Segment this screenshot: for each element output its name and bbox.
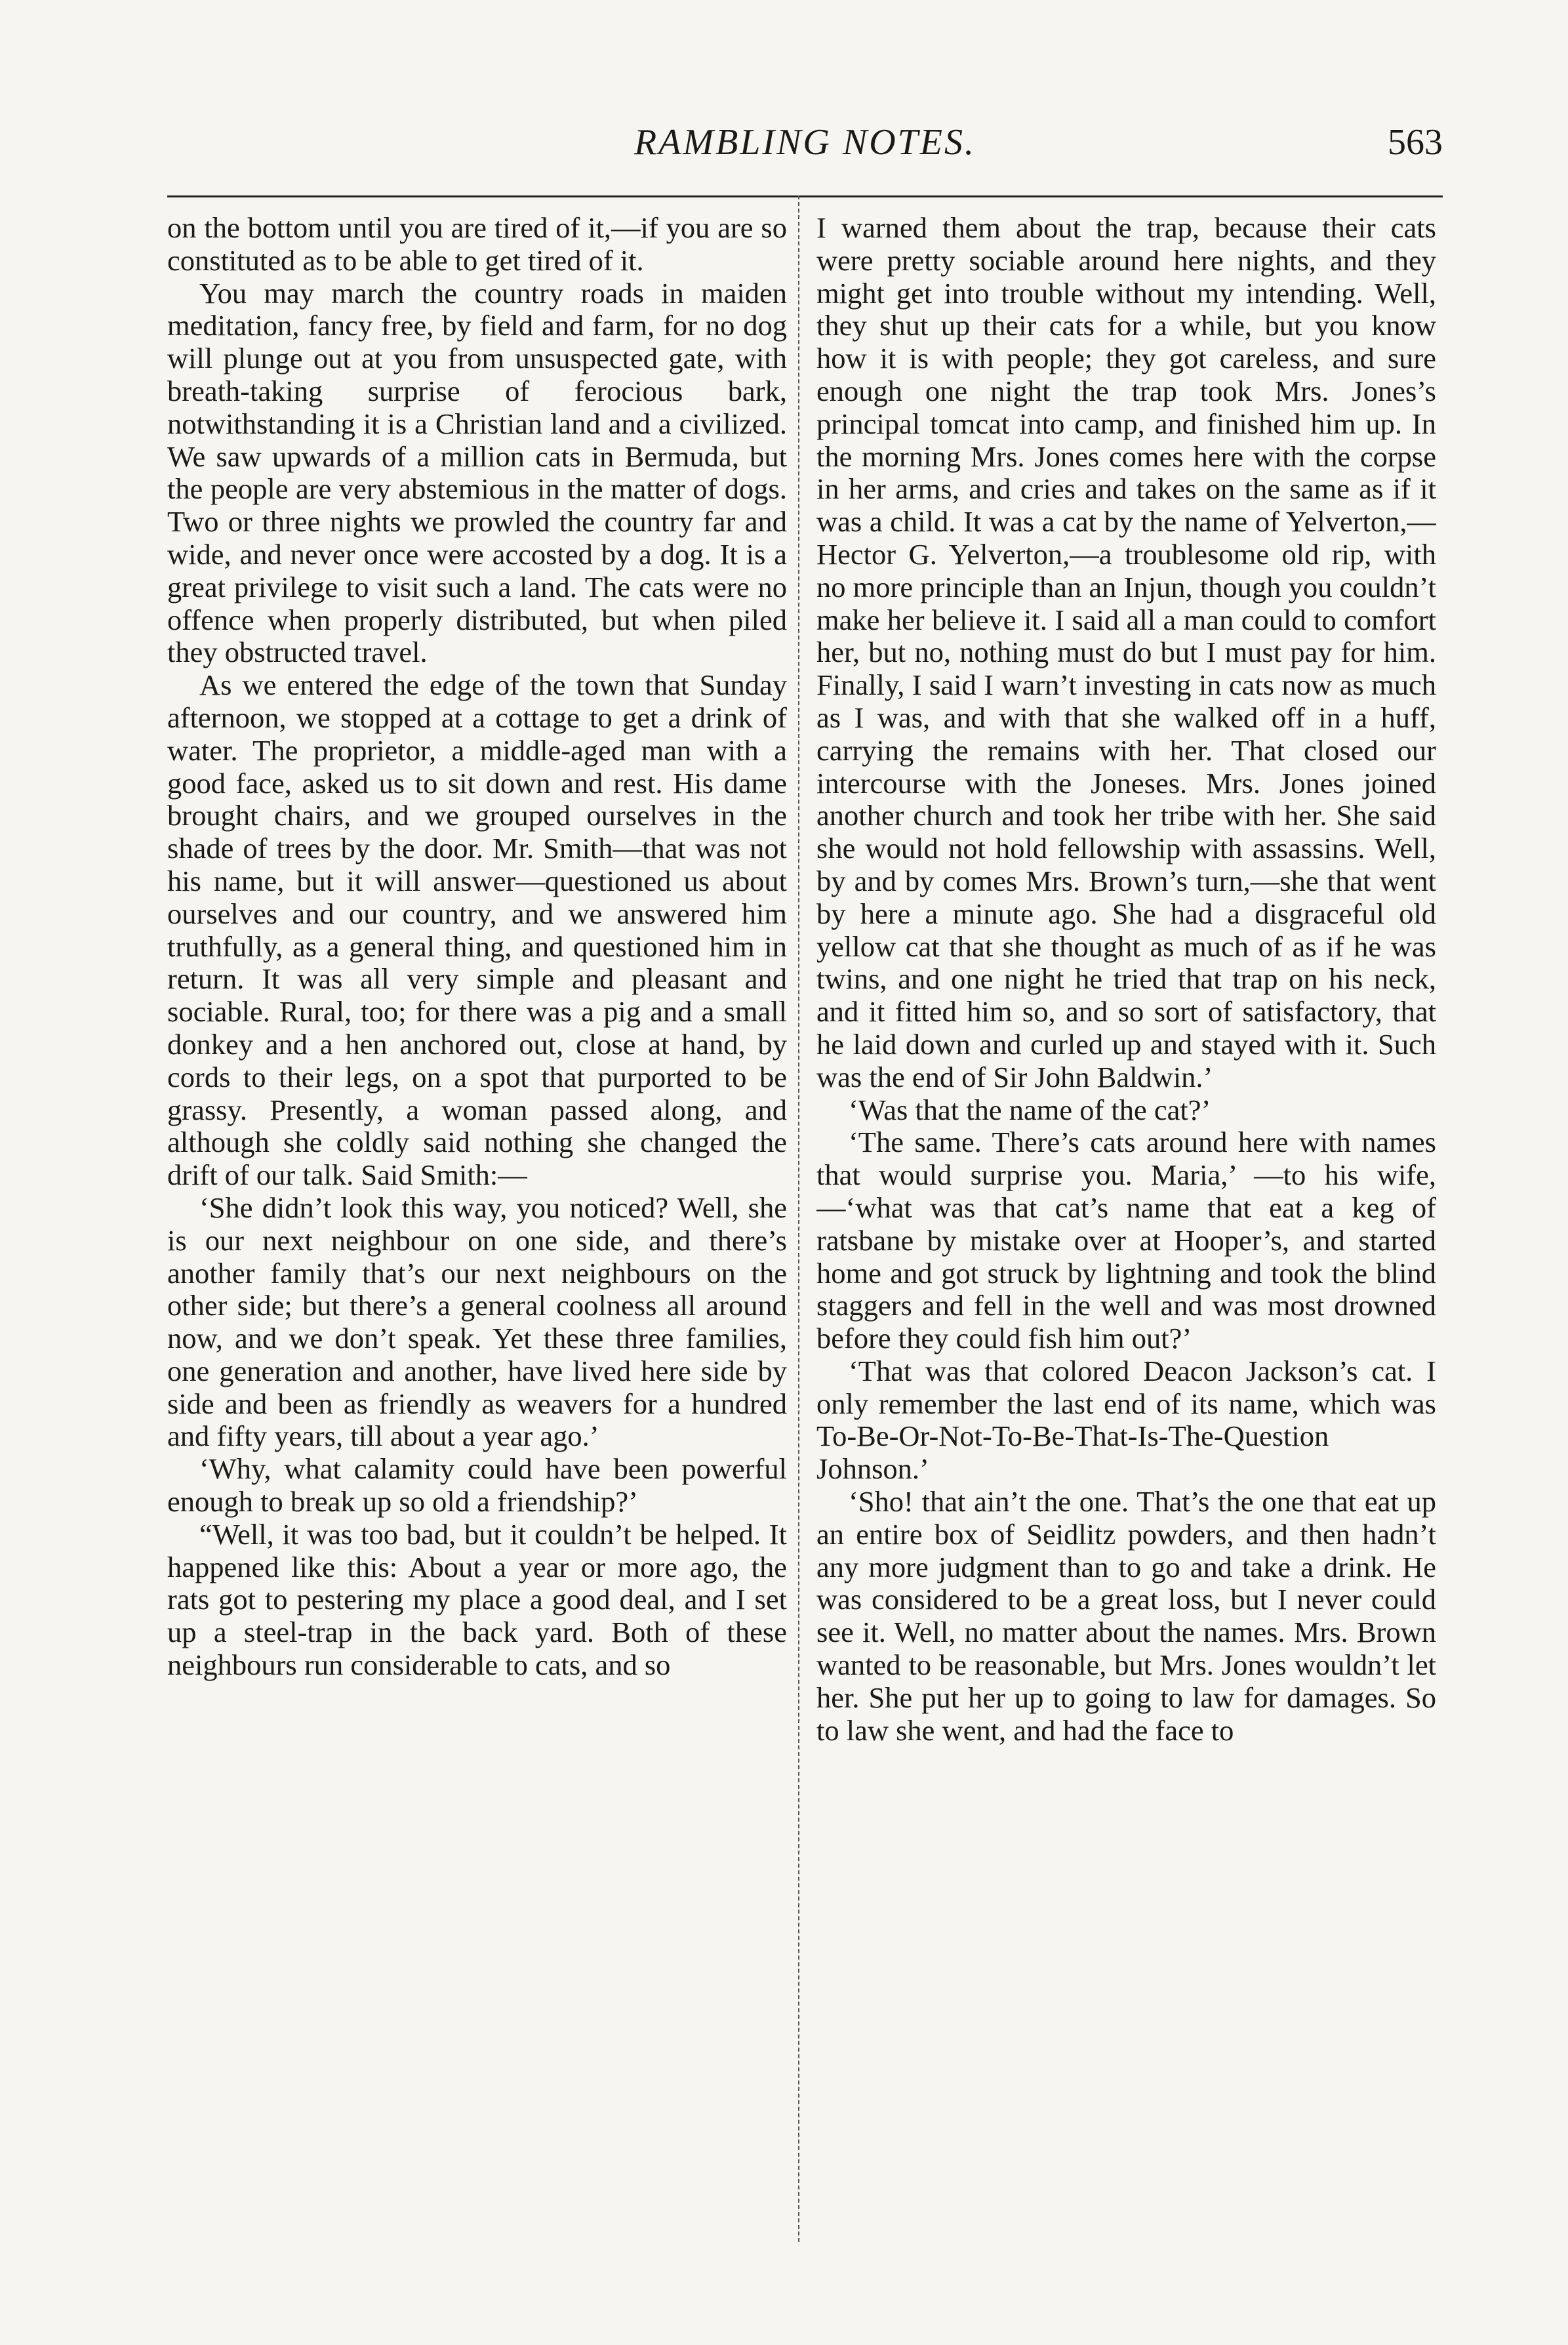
paragraph: “Well, it was too bad, but it couldn’t be helped. It happened like this: About a year or more ago, the rats got to pestering my place a good deal, and I set up a steel-trap in the back yard. Both of these neighbours run considerable to cats, and so (167, 1517, 787, 1682)
left-column (167, 212, 787, 2245)
paragraph: You may march the country roads in maiden meditation, fancy free, by field and farm, for no dog will plunge out at you from unsuspected gate, with breath-taking surprise of ferocious bark, notwithstanding it is a Christian land and a civilized. We saw upwards of a million cats in Bermuda, but the people are very abstemious in the matter of dogs. Two or three nights we prowled the country far and wide, and never once were accosted by a dog. It is a great privilege to visit such a land. The cats were no offence when properly distributed, but when piled they obstructed travel. (167, 276, 787, 669)
paragraph: ‘Was that the name of the cat?’ (848, 1093, 1211, 1126)
page-number: 563 (1388, 122, 1443, 163)
paragraph: on the bottom until you are tired of it,—if you are so constituted as to be able to get tired of it. (167, 212, 787, 277)
paragraph: ‘The same. There’s cats around here with names that would surprise you. Maria,’ —to his wife,—‘what was that cat’s name that eat a keg of ratsbane by mistake over at Hooper’s, and started home and got struck by lightning and took the blind staggers and fell in the well and was most drowned before they could fish him out?’ (816, 1126, 1436, 1355)
column-divider (798, 195, 799, 2242)
header-rule (167, 195, 1443, 197)
paragraph: ‘Why, what calamity could have been powerful enough to break up so old a friendship?’ (167, 1452, 787, 1519)
page-header (167, 121, 1443, 180)
paragraph: ‘That was that colored Deacon Jackson’s cat. I only remember the last end of its name, which was To-Be-Or-Not-To-Be-That-Is-The-Question Johnson.’ (816, 1354, 1436, 1486)
paragraph: I warned them about the trap, because their cats were pretty sociable around here nights, and they might get into trouble without my intending. Well, they shut up their cats for a while, but you know how it is with people; they got careless, and sure enough one night the trap took Mrs. Jones’s principal tomcat into camp, and finished him up. In the morning Mrs. Jones comes here with the corpse in her arms, and cries and takes on the same as if it was a child. It was a cat by the name of Yelverton,—Hector G. Yelverton,—a troublesome old rip, with no more principle than an Injun, though you couldn’t make her believe it. I said all a man could to comfort her, but no, nothing must do but I must pay for him. Finally, I said I warn’t investing in cats now as much as I was, and with that she walked off in a huff, carrying the remains with her. That closed our intercourse with the Joneses. Mrs. Jones joined another church and took her tribe with her. She said she would not hold fellowship with assassins. Well, by and by comes Mrs. Brown’s turn,—she that went by here a minute ago. She had a disgraceful old yellow cat that she thought as much of as if he was twins, and one night he tried that trap on his neck, and it fitted him so, and so sort of satisfactory, that he laid down and curled up and stayed with it. Such was the end of Sir John Baldwin.’ (816, 212, 1436, 1093)
running-title: RAMBLING NOTES. (634, 122, 976, 163)
paragraph: As we entered the edge of the town that Sunday afternoon, we stopped at a cottage to get a drink of water. The proprietor, a middle-aged man with a good face, asked us to sit down and rest. His dame brought chairs, and we grouped ourselves in the shade of trees by the door. Mr. Smith—that was not his name, but it will answer—questioned us about ourselves and our country, and we answered him truthfully, as a general thing, and questioned him in return. It was all very simple and pleasant and sociable. Rural, too; for there was a pig and a small donkey and a hen anchored out, close at hand, by cords to their legs, on a spot that purported to be grassy. Presently, a woman passed along, and although she coldly said nothing she changed the drift of our talk. Said Smith:— (167, 668, 787, 1192)
paragraph: ‘She didn’t look this way, you noticed? Well, she is our next neighbour on one side, and there’s another family that’s our next neighbours on the other side; but there’s a general coolness all around now, and we don’t speak. Yet these three families, one generation and another, have lived here side by side and been as friendly as weavers for a hundred and fifty years, till about a year ago.’ (167, 1191, 787, 1453)
right-column (816, 212, 1436, 2245)
paragraph: ‘Sho! that ain’t the one. That’s the one that eat up an entire box of Seidlitz powders, and then hadn’t any more judgment than to go and take a drink. He was considered to be a great loss, but I never could see it. Well, no matter about the names. Mrs. Brown wanted to be reasonable, but Mrs. Jones wouldn’t let her. She put her up to going to law for damages. So to law she went, and had the face to (816, 1485, 1436, 1747)
